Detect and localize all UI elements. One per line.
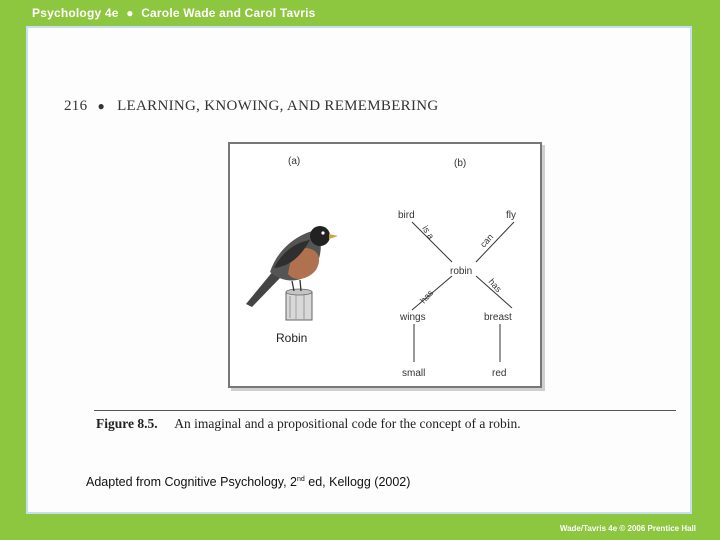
slide-content xyxy=(26,26,692,514)
authors: Carole Wade and Carol Tavris xyxy=(141,6,316,20)
figure-panel xyxy=(228,142,542,388)
chapter-title: LEARNING, KNOWING, AND REMEMBERING xyxy=(117,98,439,114)
link-has-left: has xyxy=(418,287,436,306)
node-robin: robin xyxy=(450,266,473,277)
node-breast: breast xyxy=(484,312,512,323)
page-number: 216 xyxy=(64,98,88,114)
figure-caption-text: An imaginal and a propositional code for the concept of a robin. xyxy=(174,416,521,431)
link-has-right: has xyxy=(486,276,504,295)
panel-a-label: (a) xyxy=(288,156,301,167)
credit-superscript: nd xyxy=(297,475,305,483)
figure-caption xyxy=(96,416,521,432)
credit-suffix: ed, Kellogg (2002) xyxy=(304,475,411,489)
figure-illustration xyxy=(230,144,540,386)
link-is-a: is a xyxy=(420,223,437,241)
page-heading xyxy=(64,98,439,115)
node-wings: wings xyxy=(400,312,426,323)
header-separator: ● xyxy=(126,6,134,20)
node-bird: bird xyxy=(398,210,415,221)
robin-bird-image xyxy=(246,226,338,320)
node-small: small xyxy=(402,368,426,379)
heading-bullet: ● xyxy=(97,99,106,113)
figure-label: Figure 8.5. xyxy=(96,416,158,431)
panel-b-label: (b) xyxy=(454,158,467,169)
node-red: red xyxy=(492,368,507,379)
source-credit xyxy=(86,475,410,489)
slide-footer: Wade/Tavris 4e © 2006 Prentice Hall xyxy=(559,524,696,533)
credit-prefix: Adapted from Cognitive Psychology, 2 xyxy=(86,475,297,489)
book-title: Psychology 4e xyxy=(32,6,119,20)
slide-header xyxy=(32,6,316,20)
caption-divider xyxy=(94,410,676,411)
robin-image-caption: Robin xyxy=(276,331,308,345)
link-can: can xyxy=(478,231,496,250)
node-fly: fly xyxy=(506,210,516,221)
